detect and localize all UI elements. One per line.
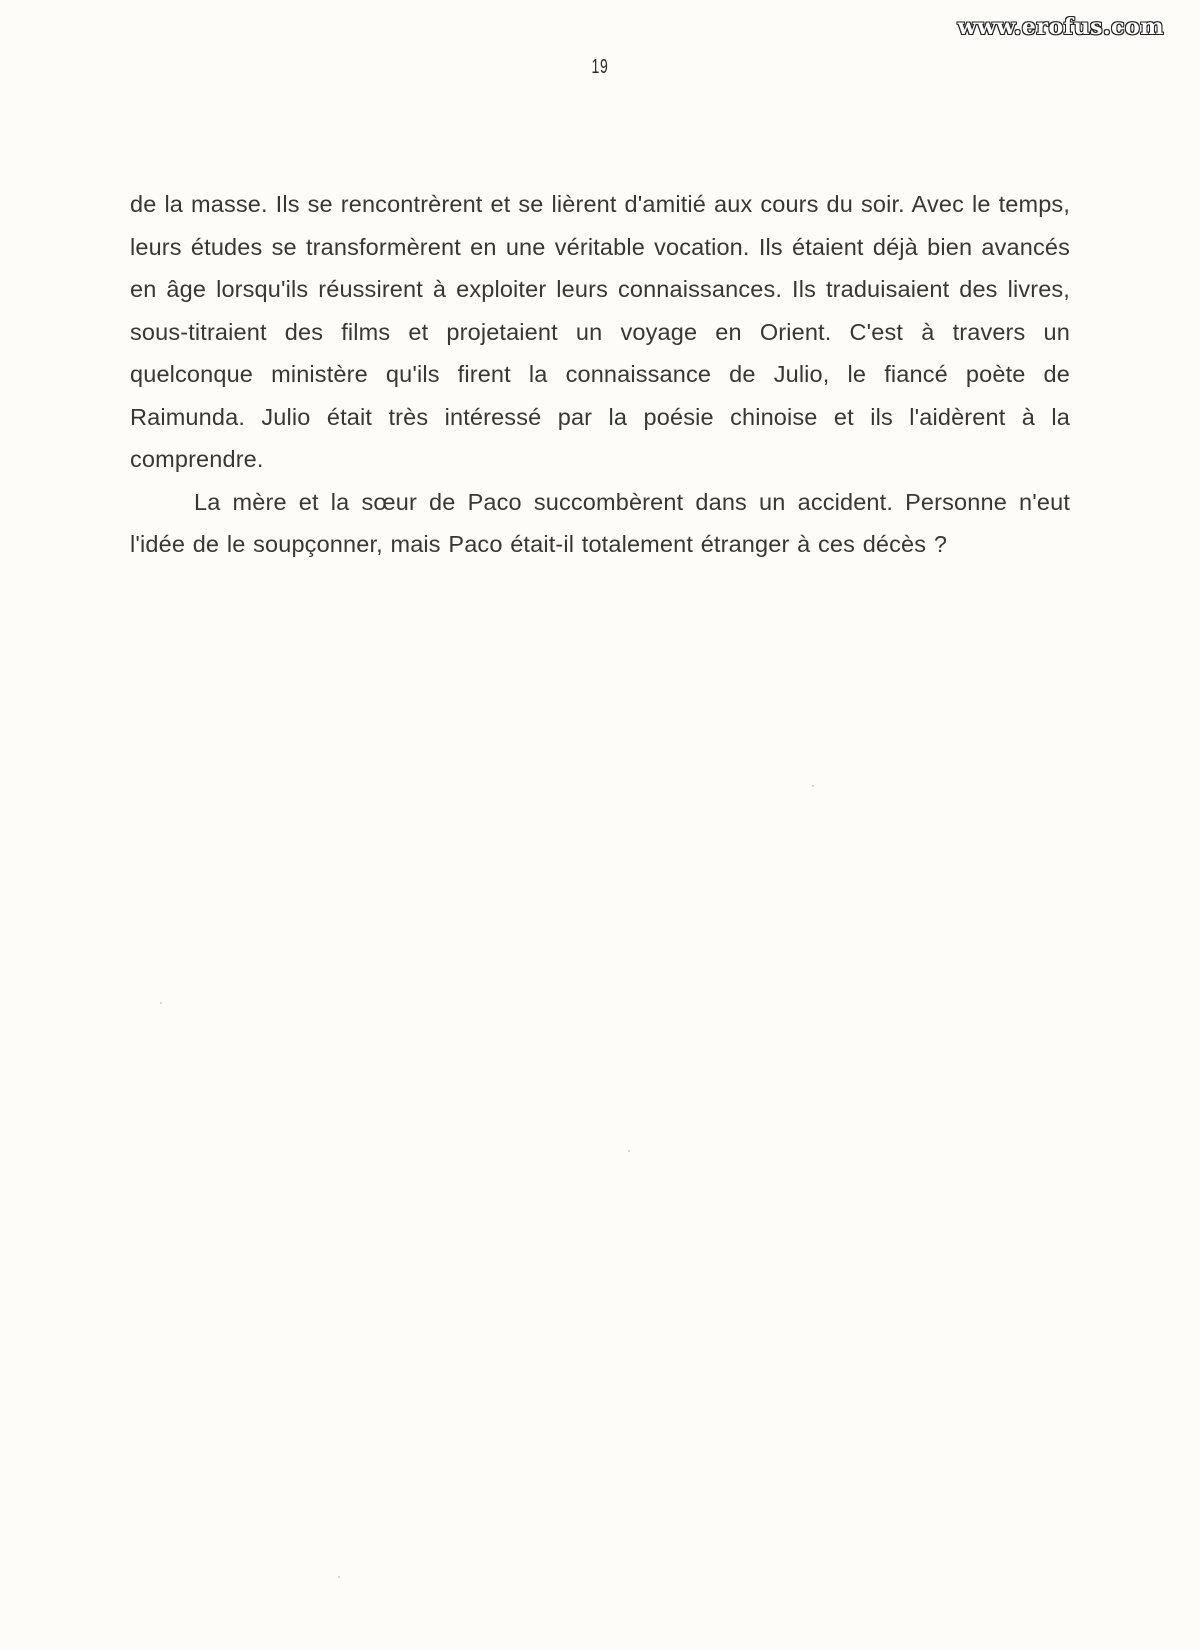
paragraph-2: La mère et la sœur de Paco succombèrent dans un accident. Personne n'eut l'idée de le soupçonner, mais Paco était-il totalement étranger à ces décès ? <box>130 488 1070 557</box>
paper-speck <box>160 1002 162 1004</box>
text-body <box>130 183 1070 566</box>
paper-speck <box>812 785 814 787</box>
paper-speck <box>338 1576 340 1578</box>
watermark-text: www.erofus.com <box>957 14 1164 40</box>
page-number: 19 <box>591 56 609 78</box>
paper-speck <box>628 1150 630 1152</box>
paragraph-1: de la masse. Ils se rencontrèrent et se lièrent d'amitié aux cours du soir. Avec le temps, leurs études se transformèrent en une véritable vocation. Ils étaient déjà bien avancés en âge lorsqu'ils réussirent à exploiter leurs connaissances. Ils traduisaient des livres, sous-titraient des films et projetaient un voyage en Orient. C'est à travers un quelconque ministère qu'ils firent la connaissance de Julio, le fiancé poète de Raimunda. Julio était très intéressé par la poésie chinoise et ils l'aidèrent à la comprendre. <box>130 191 1070 472</box>
